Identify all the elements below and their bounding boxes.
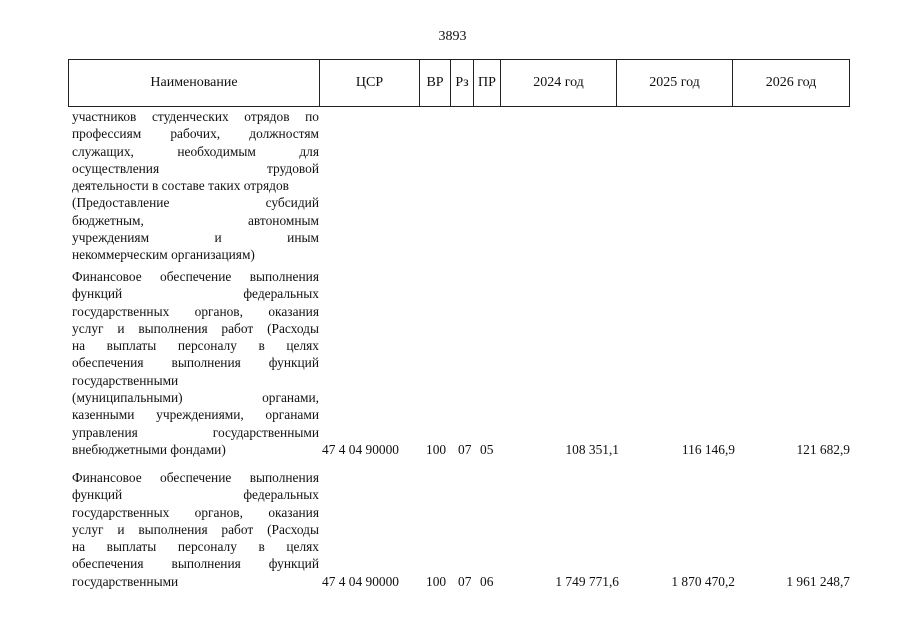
description-line: обеспечения выполнения функций [72,355,319,371]
cell-2025: 116 146,9 [681,442,735,457]
description-line: учреждениям и иным [72,230,319,246]
description-line: управления государственными [72,424,319,440]
description-line: функций федеральных [72,286,319,302]
header-csr: ЦСР [320,60,420,107]
description-line: деятельности в составе таких отрядов [72,178,289,194]
description-line: государственных органов, оказания [72,303,319,319]
cell-vr: 100 [426,574,447,589]
description-line: услуг и выполнения работ (Расходы [72,521,319,537]
table-header [68,59,850,107]
description-line: профессиям рабочих, должностям [72,126,319,142]
cell-rz: 07 [458,574,472,589]
description-line: осуществления трудовой [72,160,319,176]
description-line: участников студенческих отрядов по [72,109,319,124]
page-number: 3893 [438,29,467,44]
cell-2024: 1 749 771,6 [555,574,619,589]
description-line: казенными учреждениями, органами [72,407,319,423]
cell-csr: 47 4 04 90000 [322,574,399,589]
description-line: (муниципальными) органами, [72,390,319,406]
row-description [72,268,319,458]
description-line: на выплаты персоналу в целях [72,338,319,354]
cell-vr: 100 [426,442,447,457]
description-line: внебюджетными фондами) [72,441,226,457]
header-2026: 2026 год [733,60,850,107]
description-line: государственных органов, оказания [72,504,319,520]
header-name: Наименование [69,60,320,107]
description-line: (Предоставление субсидий [72,195,319,211]
description-line: Финансовое обеспечение выполнения [72,470,319,485]
description-line: обеспечения выполнения функций [72,556,319,572]
description-line: некоммерческим организациям) [72,247,255,263]
row-description [72,469,319,590]
cell-pr: 05 [480,442,494,457]
cell-2025: 1 870 470,2 [671,574,735,589]
cell-2026: 1 961 248,7 [786,574,850,589]
description-line: услуг и выполнения работ (Расходы [72,320,319,336]
header-2024: 2024 год [501,60,617,107]
description-line: государственными [72,573,179,589]
header-2025: 2025 год [617,60,733,107]
description-line: функций федеральных [72,487,319,503]
cell-2026: 121 682,9 [796,442,850,457]
description-line: государственными [72,372,179,388]
description-line: Финансовое обеспечение выполнения [72,269,319,284]
row-description [72,108,319,264]
header-vr: ВР [420,60,451,107]
cell-rz: 07 [458,442,472,457]
cell-2024: 108 351,1 [565,442,619,457]
header-rz: Рз [451,60,474,107]
cell-pr: 06 [480,574,494,589]
description-line: бюджетным, автономным [72,212,319,228]
header-pr: ПР [474,60,501,107]
description-line: на выплаты персоналу в целях [72,539,319,555]
cell-csr: 47 4 04 90000 [322,442,399,457]
description-line: служащих, необходимым для [72,143,319,159]
